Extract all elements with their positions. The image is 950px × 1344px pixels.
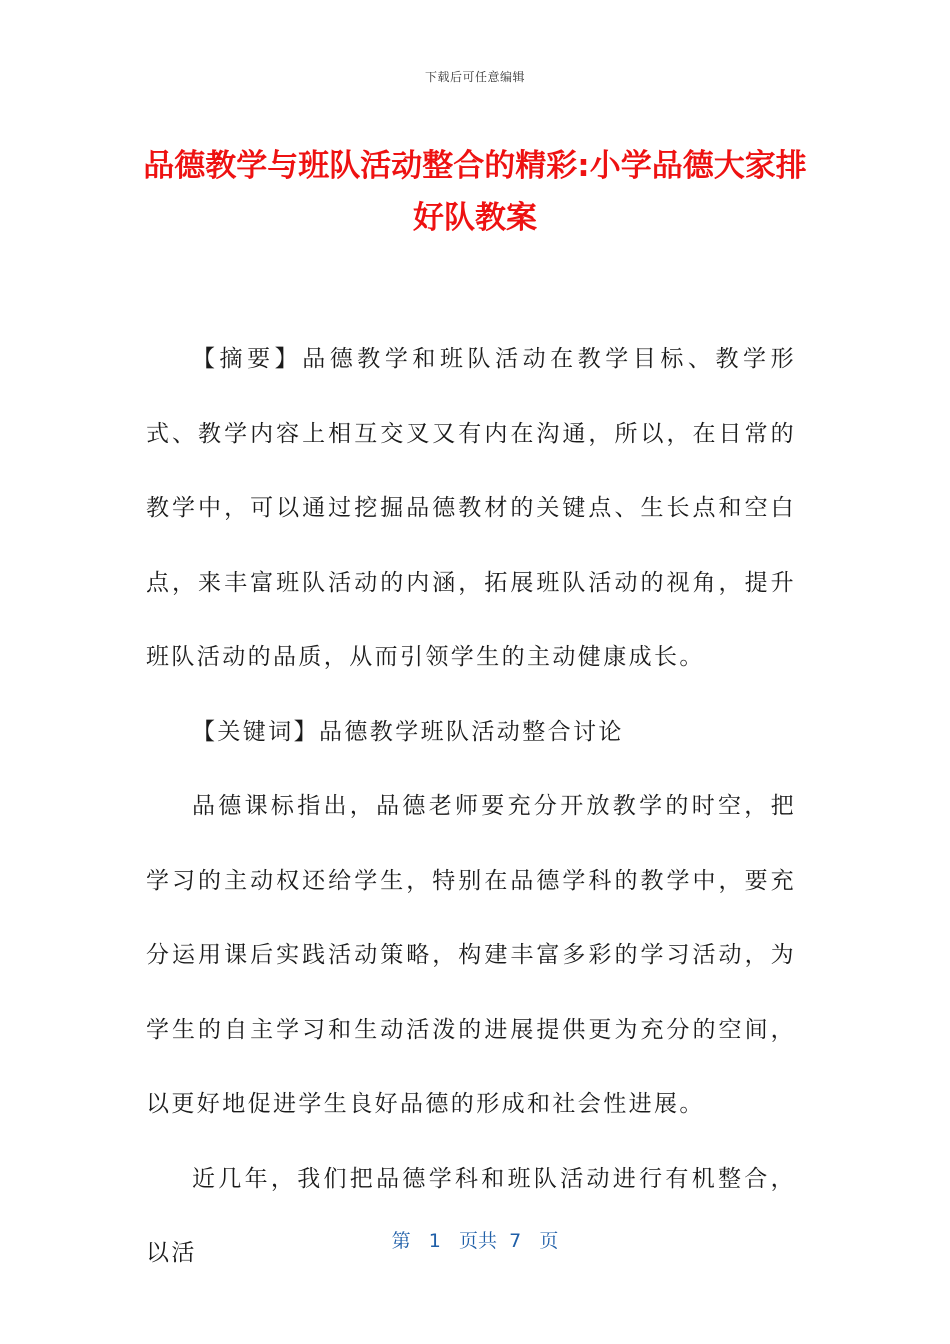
current-page-number: 1 (428, 1230, 441, 1252)
page-footer (0, 1226, 950, 1253)
document-title: 品德教学与班队活动整合的精彩:小学品德大家排好队教案 (143, 148, 807, 236)
abstract-paragraph: 【摘要】品德教学和班队活动在教学目标、教学形式、教学内容上相互交叉又有内在沟通，所以，在日常的教学中，可以通过挖掘品德教材的关键点、生长点和空白点，来丰富班队活动的内涵，拓展班队活动的视角，提升班队活动的品质，从而引领学生的主动健康成长。 (146, 346, 796, 670)
header-note: 下载后可任意编辑 (424, 70, 525, 84)
footer-middle: 页共 (459, 1230, 498, 1252)
body-paragraph: 近几年，我们把品德学科和班队活动进行有机整合，以活 (146, 1165, 796, 1266)
body-paragraph: 品德课标指出，品德老师要充分开放教学的时空，把学习的主动权还给学生，特别在品德学科的教学中，要充分运用课后实践活动策略，构建丰富多彩的学习活动，为学生的自主学习和生动活泼的进展提供更为充分的空间，以更好地促进学生良好品德的形成和社会性进展。 (146, 793, 796, 1117)
document-body (146, 322, 796, 1291)
keywords-paragraph: 【关键词】品德教学班队活动整合讨论 (192, 718, 624, 745)
footer-suffix: 页 (539, 1230, 559, 1252)
total-pages-number: 7 (509, 1230, 522, 1252)
footer-prefix: 第 (391, 1230, 411, 1252)
